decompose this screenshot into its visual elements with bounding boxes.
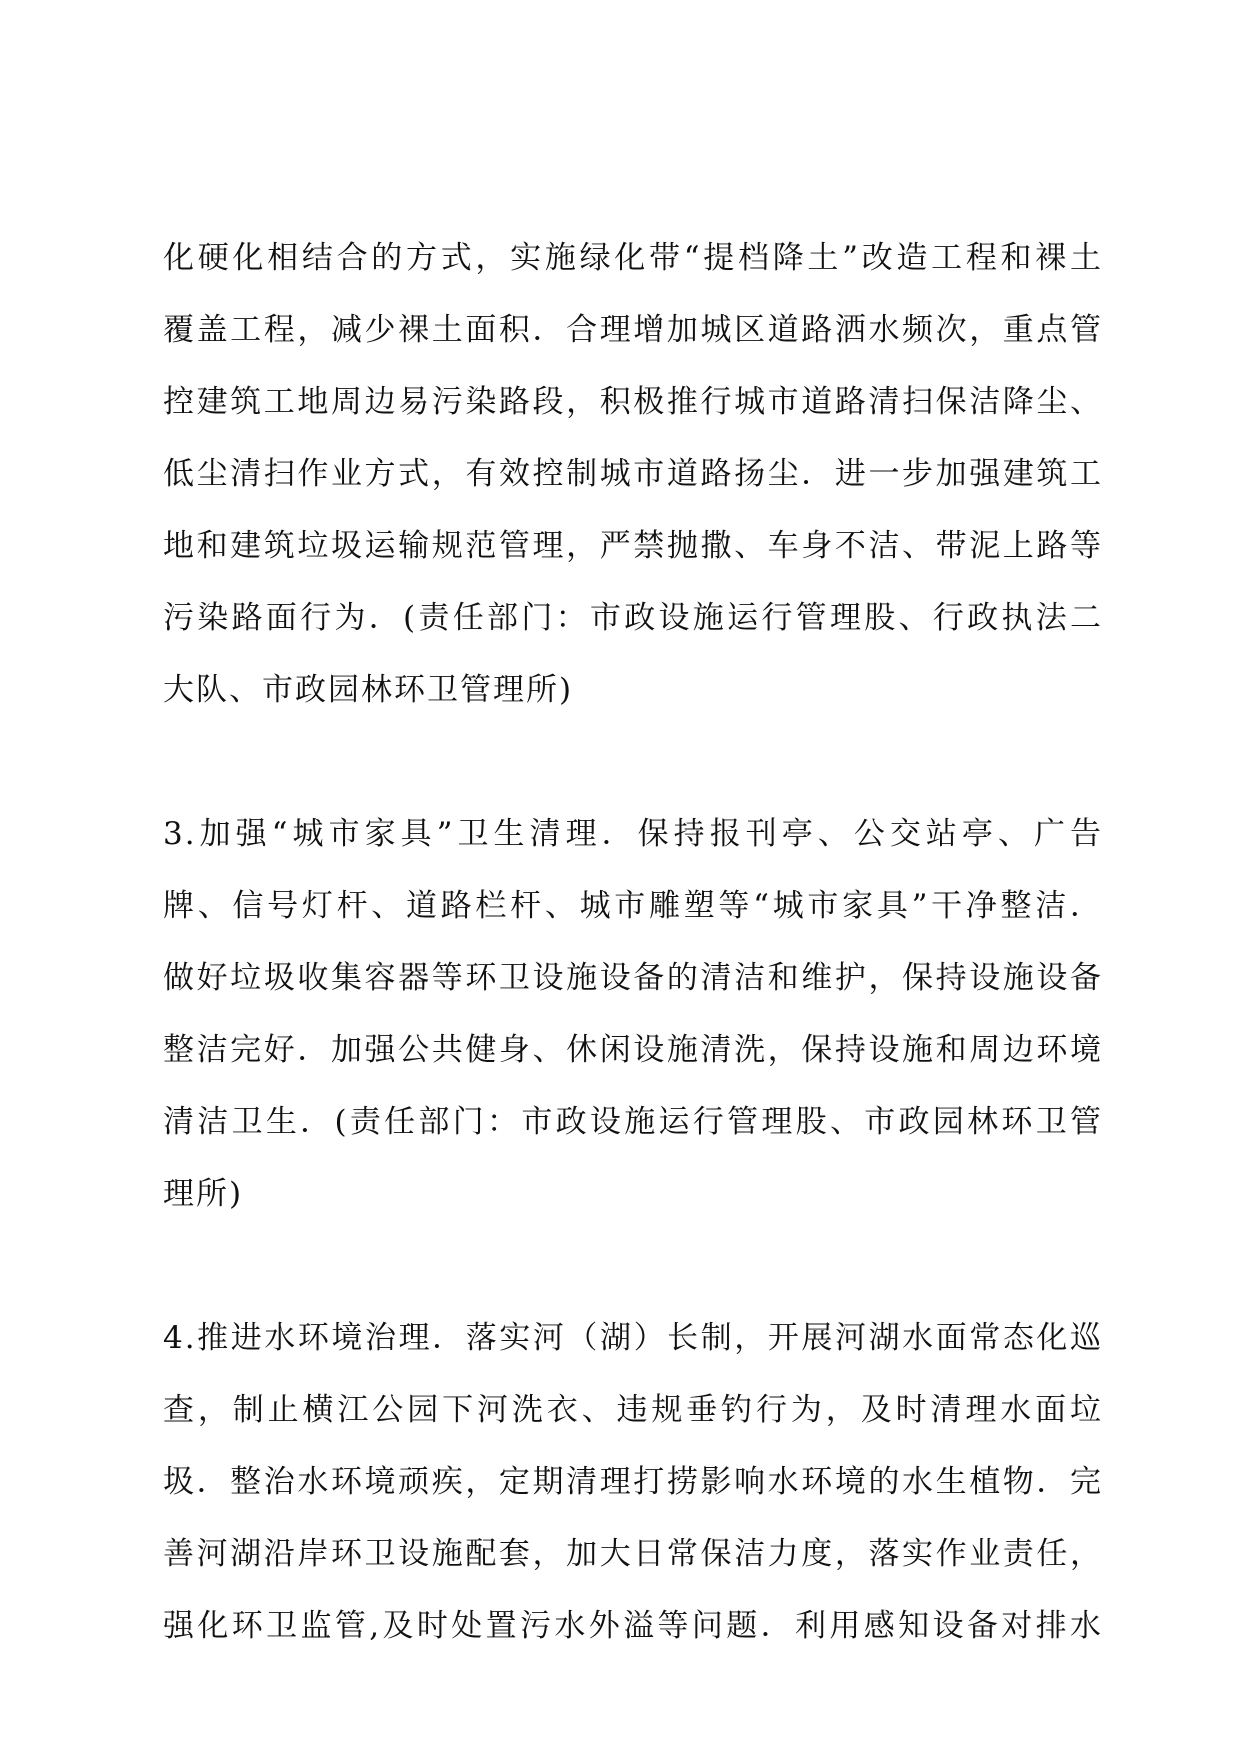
text-line: 地和建筑垃圾运输规范管理，严禁抛撒、车身不洁、带泥上路等 [163,528,1103,564]
text-line: 污染路面行为．(责任部门：市政设施运行管理股、行政执法二 [163,600,1103,636]
text-line: 理所) [163,1176,244,1212]
text-line: 圾．整治水环境顽疾，定期清理打捞影响水环境的水生植物．完 [163,1464,1103,1500]
paragraph-spacer [163,726,1103,798]
paragraph-road-dust [163,222,1103,726]
text-line: 覆盖工程，减少裸土面积．合理增加城区道路洒水频次，重点管 [163,312,1103,348]
paragraph-spacer [163,1230,1103,1302]
text-line: 整洁完好．加强公共健身、休闲设施清洗，保持设施和周边环境 [163,1032,1103,1068]
paragraph-city-furniture [163,798,1103,1230]
text-line: 控建筑工地周边易污染路段，积极推行城市道路清扫保洁降尘、 [163,384,1103,420]
text-line: 4.推进水环境治理．落实河（湖）长制，开展河湖水面常态化巡 [163,1320,1103,1356]
text-line: 牌、信号灯杆、道路栏杆、城市雕塑等“城市家具”干净整洁． [163,888,1103,924]
text-line: 查，制止横江公园下河洗衣、违规垂钓行为，及时清理水面垃 [163,1392,1103,1428]
document-body [163,222,1103,1662]
paragraph-water-environment [163,1302,1103,1662]
text-line: 大队、市政园林环卫管理所) [163,672,574,708]
text-line: 清洁卫生．(责任部门：市政设施运行管理股、市政园林环卫管 [163,1104,1103,1140]
text-line: 3.加强“城市家具”卫生清理．保持报刊亭、公交站亭、广告 [163,816,1103,852]
text-line: 低尘清扫作业方式，有效控制城市道路扬尘．进一步加强建筑工 [163,456,1103,492]
text-line: 做好垃圾收集容器等环卫设施设备的清洁和维护，保持设施设备 [163,960,1103,996]
text-line: 强化环卫监管,及时处置污水外溢等问题．利用感知设备对排水 [163,1608,1103,1644]
text-line: 化硬化相结合的方式，实施绿化带“提档降土”改造工程和裸土 [163,240,1103,276]
text-line: 善河湖沿岸环卫设施配套，加大日常保洁力度，落实作业责任， [163,1536,1103,1572]
